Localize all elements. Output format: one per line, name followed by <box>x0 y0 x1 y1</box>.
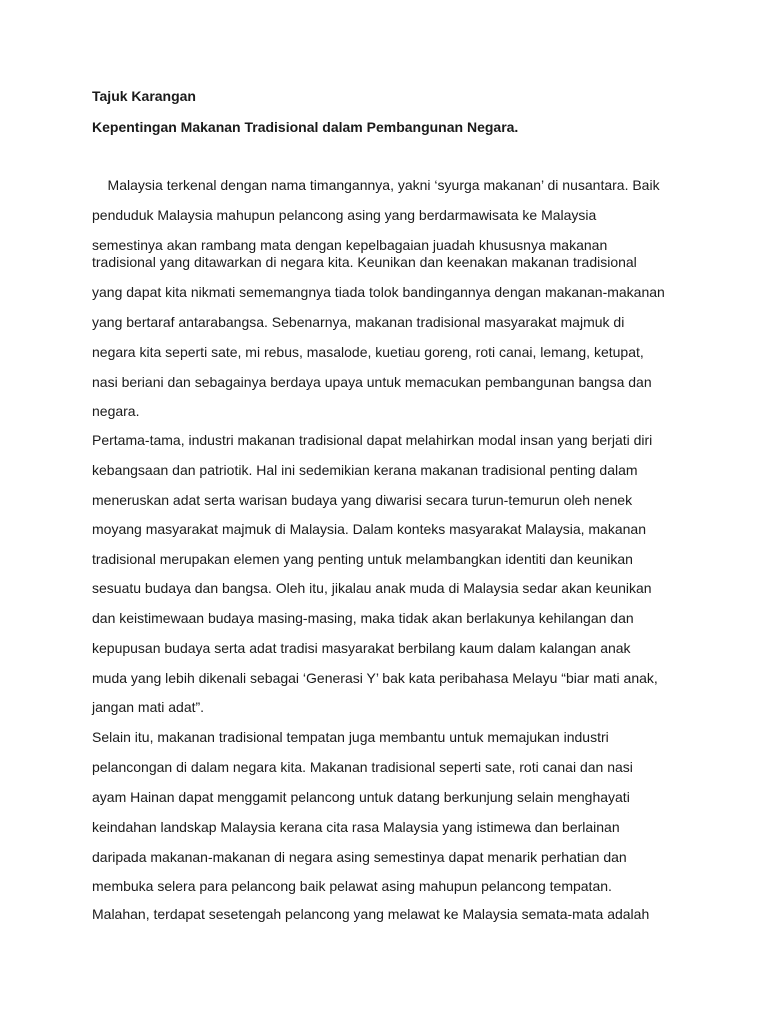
body-line: kepupusan budaya serta adat tradisi masyarakat berbilang kaum dalam kalangan anak <box>92 640 631 656</box>
body-line: semestinya akan rambang mata dengan kepelbagaian juadah khususnya makanan <box>92 237 608 253</box>
body-line: tradisional yang ditawarkan di negara kita. Keunikan dan keenakan makanan tradisional <box>92 254 637 270</box>
body-line: ayam Hainan dapat menggamit pelancong untuk datang berkunjung selain menghayati <box>92 789 630 805</box>
body-line: Pertama-tama, industri makanan tradisional dapat melahirkan modal insan yang berjati diri <box>92 432 653 448</box>
body-line: jangan mati adat”. <box>92 699 205 715</box>
essay-title: Kepentingan Makanan Tradisional dalam Pembangunan Negara. <box>92 119 519 135</box>
body-line: pelancongan di dalam negara kita. Makanan tradisional seperti sate, roti canai dan nasi <box>92 759 633 775</box>
body-line: tradisional merupakan elemen yang penting untuk melambangkan identiti dan keunikan <box>92 551 633 567</box>
title-label: Tajuk Karangan <box>92 88 196 104</box>
body-line: muda yang lebih dikenali sebagai ‘Generasi Y’ bak kata peribahasa Melayu “biar mati anak, <box>92 670 658 686</box>
body-line: moyang masyarakat majmuk di Malaysia. Dalam konteks masyarakat Malaysia, makanan <box>92 521 646 537</box>
body-line: negara kita seperti sate, mi rebus, masalode, kuetiau goreng, roti canai, lemang, ketupat, <box>92 344 644 360</box>
body-line: meneruskan adat serta warisan budaya yang diwarisi secara turun-temurun oleh nenek <box>92 492 633 508</box>
body-line: sesuatu budaya dan bangsa. Oleh itu, jikalau anak muda di Malaysia sedar akan keunikan <box>92 580 652 596</box>
body-line: negara. <box>92 403 140 419</box>
body-line: yang bertaraf antarabangsa. Sebenarnya, makanan tradisional masyarakat majmuk di <box>92 314 625 330</box>
body-line: kebangsaan dan patriotik. Hal ini sedemikian kerana makanan tradisional penting dalam <box>92 462 638 478</box>
body-line: nasi beriani dan sebagainya berdaya upaya untuk memacukan pembangunan bangsa dan <box>92 374 652 390</box>
body-line: dan keistimewaan budaya masing-masing, maka tidak akan berlakunya kehilangan dan <box>92 610 634 626</box>
body-line: Selain itu, makanan tradisional tempatan juga membantu untuk memajukan industri <box>92 729 609 745</box>
body-line: keindahan landskap Malaysia kerana cita rasa Malaysia yang istimewa dan berlainan <box>92 819 620 835</box>
body-line: Malaysia terkenal dengan nama timangannya, yakni ‘syurga makanan’ di nusantara. Baik <box>92 177 660 193</box>
body-line: membuka selera para pelancong baik pelawat asing mahupun pelancong tempatan. <box>92 878 612 894</box>
body-line: penduduk Malaysia mahupun pelancong asing yang berdarmawisata ke Malaysia <box>92 207 597 223</box>
body-line: daripada makanan-makanan di negara asing semestinya dapat menarik perhatian dan <box>92 849 627 865</box>
body-line: yang dapat kita nikmati sememangnya tiada tolok bandingannya dengan makanan-makanan <box>92 284 665 300</box>
body-line: Malahan, terdapat sesetengah pelancong yang melawat ke Malaysia semata-mata adalah <box>92 906 650 922</box>
